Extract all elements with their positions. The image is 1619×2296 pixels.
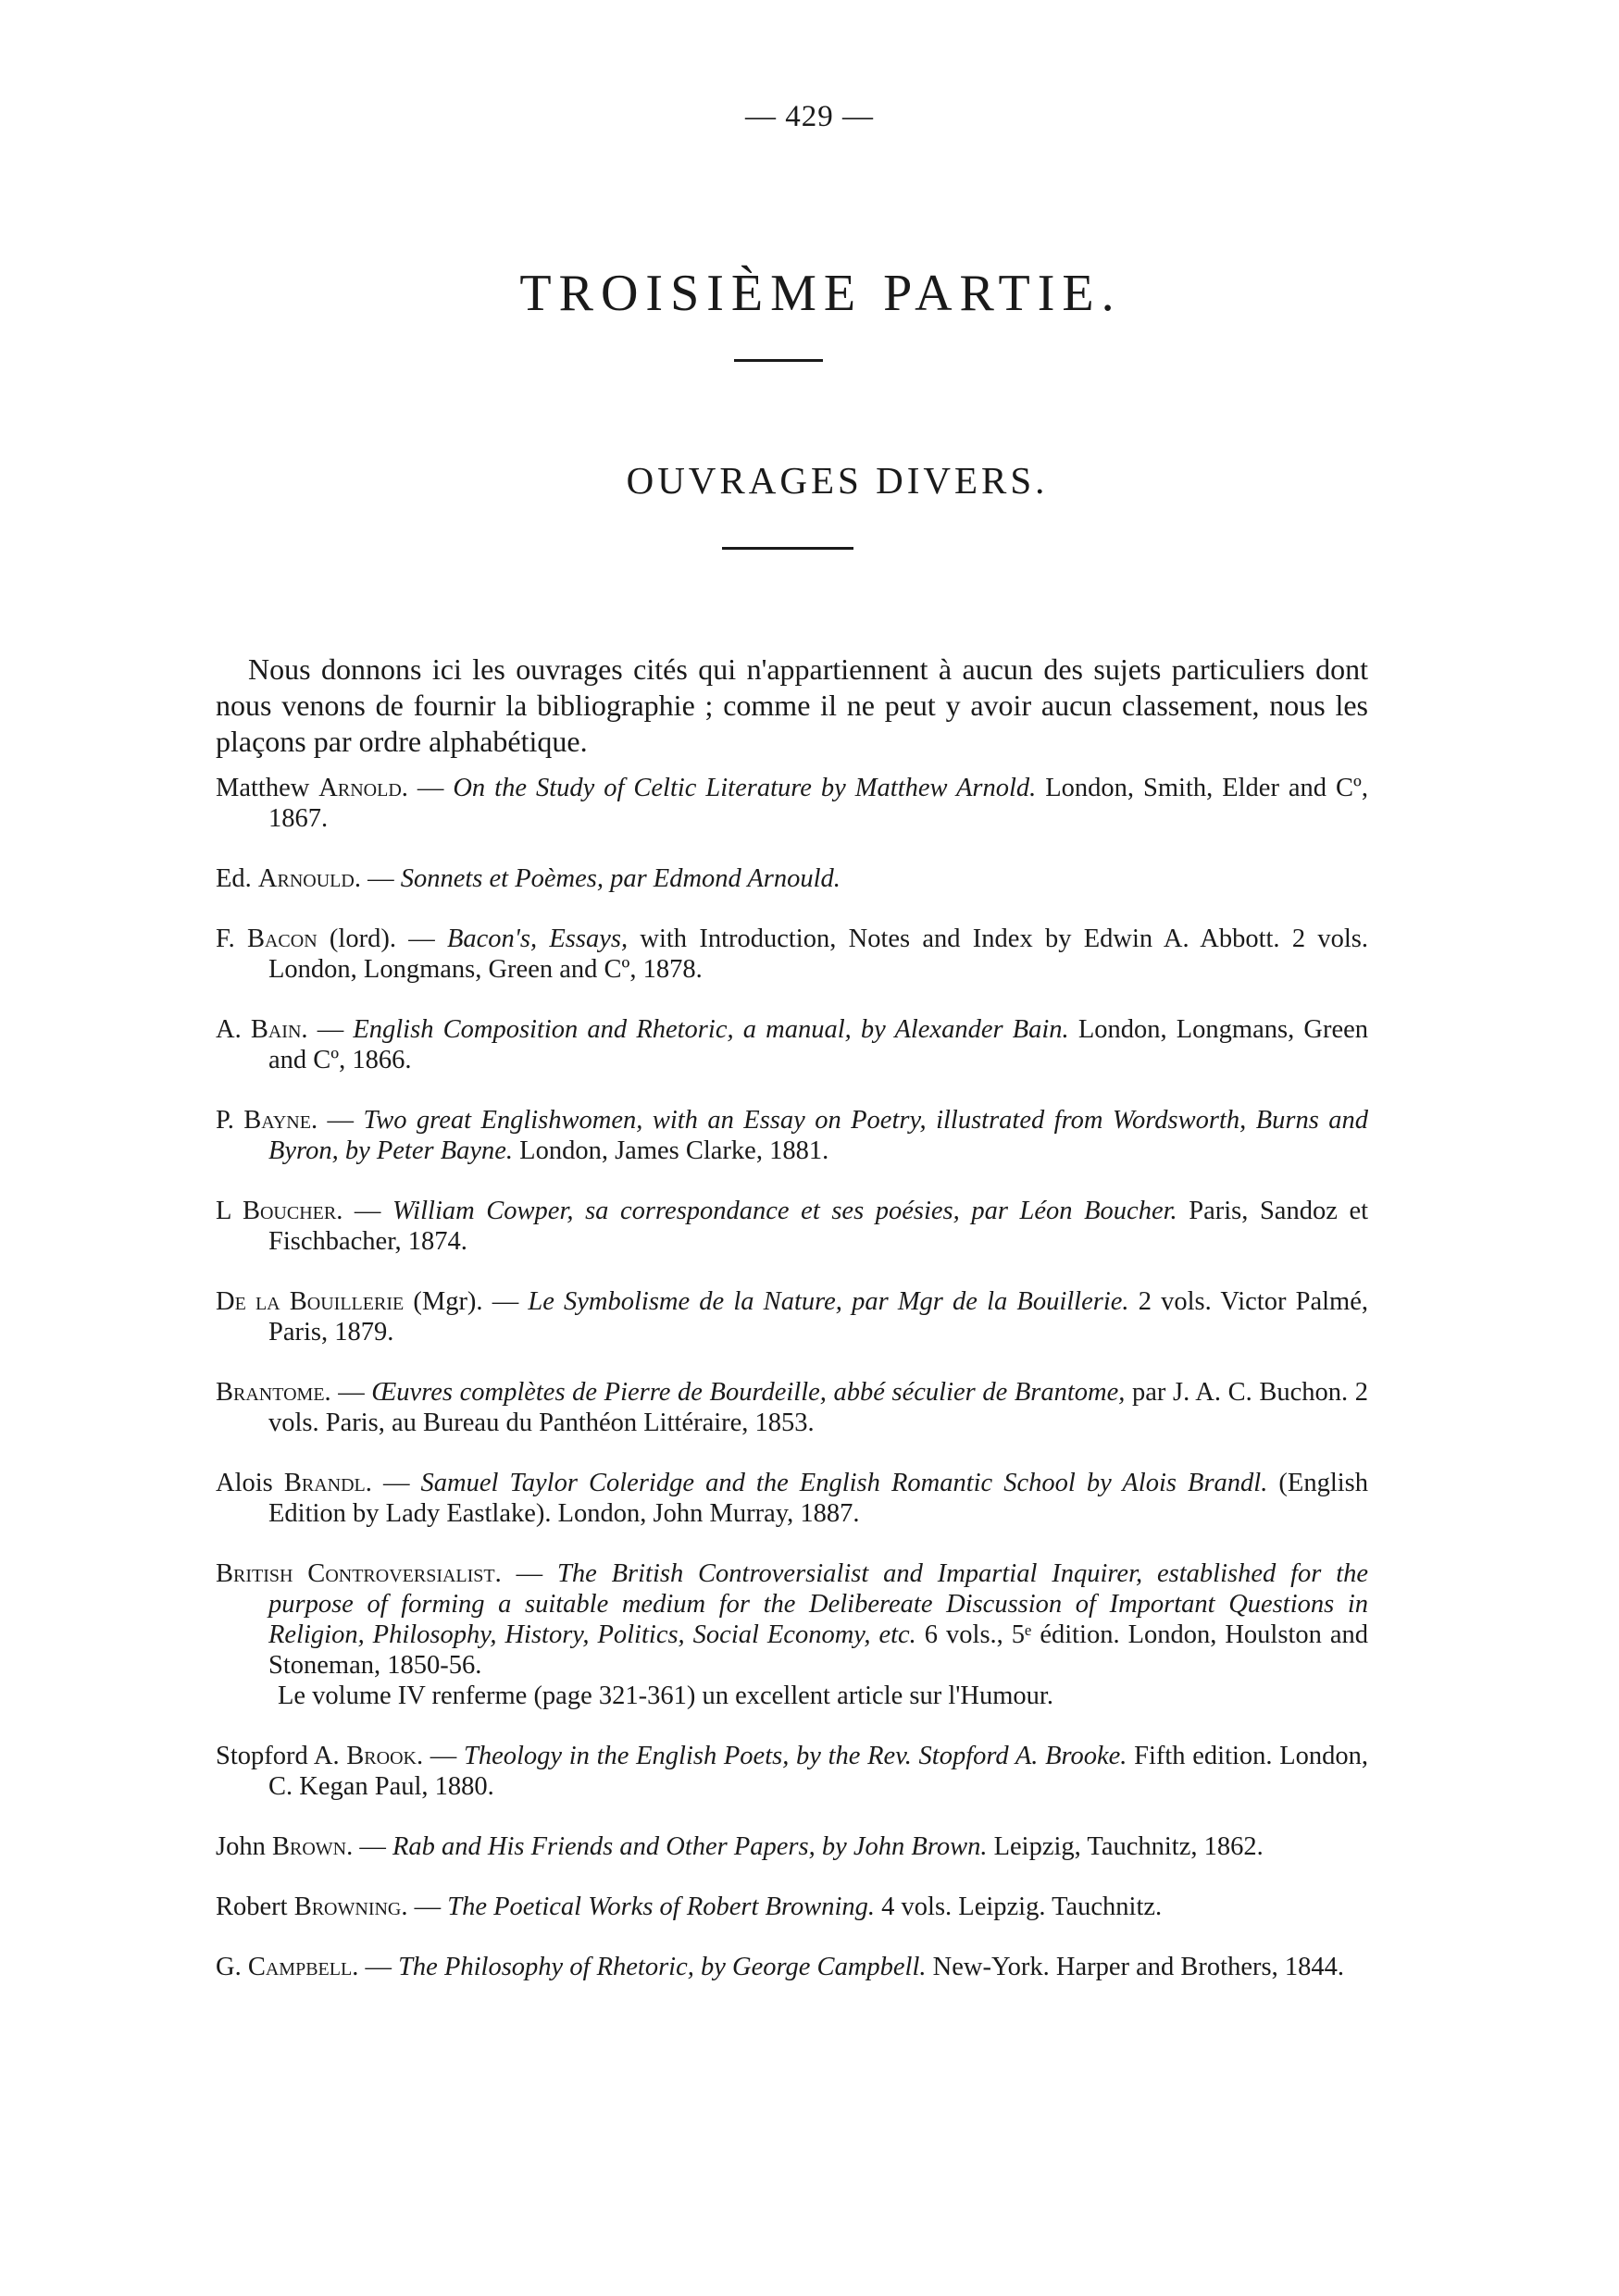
section-rule (722, 547, 853, 550)
work-title: Œuvres complètes de Pierre de Bourdeille, abbé séculier de Brantome, (371, 1378, 1126, 1407)
publication-info: par J. A. C. Buchon. 2 vols. Paris, au Bureau du Panthéon Littéraire, 1853. (268, 1378, 1369, 1437)
part-title: TROISIÈME PARTIE. (519, 265, 1122, 322)
author-prefix: L (216, 1197, 243, 1225)
author-name: Bayne (243, 1106, 311, 1135)
author-name: Brook (346, 1742, 417, 1770)
entry-dash: . — (310, 1106, 364, 1135)
author-prefix: P. (216, 1106, 244, 1135)
author-name: De la Bouillerie (216, 1287, 405, 1316)
title-rule (734, 359, 823, 362)
bibliography-entry (216, 1014, 1368, 1075)
publication-info: London, Smith, Elder and Cº, 1867. (268, 774, 1369, 833)
bibliography-entry (216, 1831, 1368, 1862)
author-name: Bain (250, 1015, 302, 1044)
author-name: Browning (293, 1893, 402, 1921)
bibliography-list (216, 773, 1368, 2012)
bibliography-entry (216, 863, 1368, 894)
author-name: Arnould (257, 864, 355, 893)
work-title: On the Study of Celtic Literature by Matthew Arnold. (453, 774, 1037, 802)
work-title: Sonnets et Poèmes, par Edmond Arnould. (400, 864, 841, 893)
bibliography-entry (216, 924, 1368, 985)
bibliography-entry (216, 773, 1368, 834)
author-prefix: Stopford A. (216, 1742, 347, 1770)
author-name: Boucher (242, 1197, 337, 1225)
author-prefix: Ed. (216, 864, 258, 893)
work-title: The British Controversialist and Impartial Inquirer, established for the purpose of forming a suitable medium for the Delibereate Discussion of Important Questions in Religion, Philosophy, History, Politics, Social Economy, etc. (268, 1559, 1369, 1649)
publication-info: 2 vols. Victor Palmé, Paris, 1879. (268, 1287, 1368, 1347)
bibliography-entry (216, 1377, 1368, 1438)
bibliography-entry (216, 1468, 1368, 1529)
author-name: Campbell (247, 1953, 353, 1981)
entry-dash: . — (354, 864, 401, 893)
publication-info: 4 vols. Leipzig. Tauchnitz. (875, 1893, 1163, 1921)
bibliography-entry (216, 1892, 1368, 1922)
author-name: Arnold (318, 774, 402, 802)
entry-dash: . — (365, 1469, 421, 1497)
author-prefix: Matthew (216, 774, 319, 802)
author-name: Brandl (283, 1469, 366, 1497)
work-title: Theology in the English Poets, by the Rev. Stopford A. Brooke. (463, 1742, 1127, 1770)
work-title: The Philosophy of Rhetoric, by George Campbell. (398, 1953, 927, 1981)
page-number: — 429 — (745, 100, 874, 133)
entry-dash: (Mgr). — (404, 1287, 529, 1316)
author-prefix: G. (216, 1953, 248, 1981)
author-name: British Controversialist (216, 1559, 495, 1588)
entry-dash: . — (401, 774, 454, 802)
work-title: English Composition and Rhetoric, a manual, by Alexander Bain. (353, 1015, 1069, 1044)
bibliography-entry (216, 1952, 1368, 1982)
bibliography-entry (216, 1196, 1368, 1257)
bibliography-entry (216, 1105, 1368, 1166)
entry-dash: . — (324, 1378, 372, 1407)
publication-info: London, James Clarke, 1881. (513, 1136, 829, 1165)
entry-dash: . — (352, 1953, 399, 1981)
publication-info: Leipzig, Tauchnitz, 1862. (987, 1832, 1264, 1861)
section-title: OUVRAGES DIVERS. (626, 459, 1049, 502)
work-title: Samuel Taylor Coleridge and the English Romantic School by Alois Brandl. (420, 1469, 1268, 1497)
entry-note: Le volume IV renferme (page 321-361) un excellent article sur l'Humour. (278, 1682, 1053, 1710)
entry-dash: . — (301, 1015, 354, 1044)
work-title: Bacon's, Essays, (447, 925, 629, 953)
entry-dash: . — (336, 1197, 393, 1225)
entry-dash: . — (401, 1893, 448, 1921)
work-title: The Poetical Works of Robert Browning. (447, 1893, 876, 1921)
work-title: William Cowper, sa correspondance et ses poésies, par Léon Boucher. (392, 1197, 1177, 1225)
bibliography-entry (216, 1741, 1368, 1802)
work-title: Le Symbolisme de la Nature, par Mgr de la Bouillerie. (528, 1287, 1129, 1316)
publication-info: New-York. Harper and Brothers, 1844. (926, 1953, 1344, 1981)
author-prefix: F. (216, 925, 247, 953)
author-prefix: A. (216, 1015, 251, 1044)
author-name: Brantome (216, 1378, 325, 1407)
entry-dash: (lord). — (317, 925, 447, 953)
publication-info: London, Longmans, Green and Cº, 1866. (268, 1015, 1368, 1074)
publication-info: 6 vols., 5ᵉ édition. London, Houlston and Stoneman, 1850-56. (268, 1620, 1368, 1680)
author-prefix: John (216, 1832, 272, 1861)
author-name: Brown (271, 1832, 347, 1861)
bibliography-entry (216, 1286, 1368, 1347)
publication-info: (English Edition by Lady Eastlake). London, John Murray, 1887. (268, 1469, 1369, 1528)
author-name: Bacon (246, 925, 318, 953)
publication-info: with Introduction, Notes and Index by Edwin A. Abbott. 2 vols. London, Longmans, Green and Cº, 1878. (268, 925, 1368, 984)
publication-info: Paris, Sandoz et Fischbacher, 1874. (268, 1197, 1369, 1256)
bibliography-entry (216, 1558, 1368, 1711)
work-title: Two great Englishwomen, with an Essay on Poetry, illustrated from Wordsworth, Burns and Byron, by Peter Bayne. (268, 1106, 1368, 1165)
author-prefix: Robert (216, 1893, 294, 1921)
entry-dash: . — (346, 1832, 392, 1861)
entry-dash: . — (416, 1742, 464, 1770)
work-title: Rab and His Friends and Other Papers, by John Brown. (392, 1832, 988, 1861)
author-prefix: Alois (216, 1469, 284, 1497)
publication-info: Fifth edition. London, C. Kegan Paul, 1880. (268, 1742, 1369, 1801)
entry-dash: . — (494, 1559, 557, 1588)
intro-paragraph: Nous donnons ici les ouvrages cités qui n'appartiennent à aucun des sujets particuliers dont nous venons de fournir la bibliographie ; comme il ne peut y avoir aucun classement, nous les plaçons par ordre alphabétique. (216, 652, 1368, 758)
